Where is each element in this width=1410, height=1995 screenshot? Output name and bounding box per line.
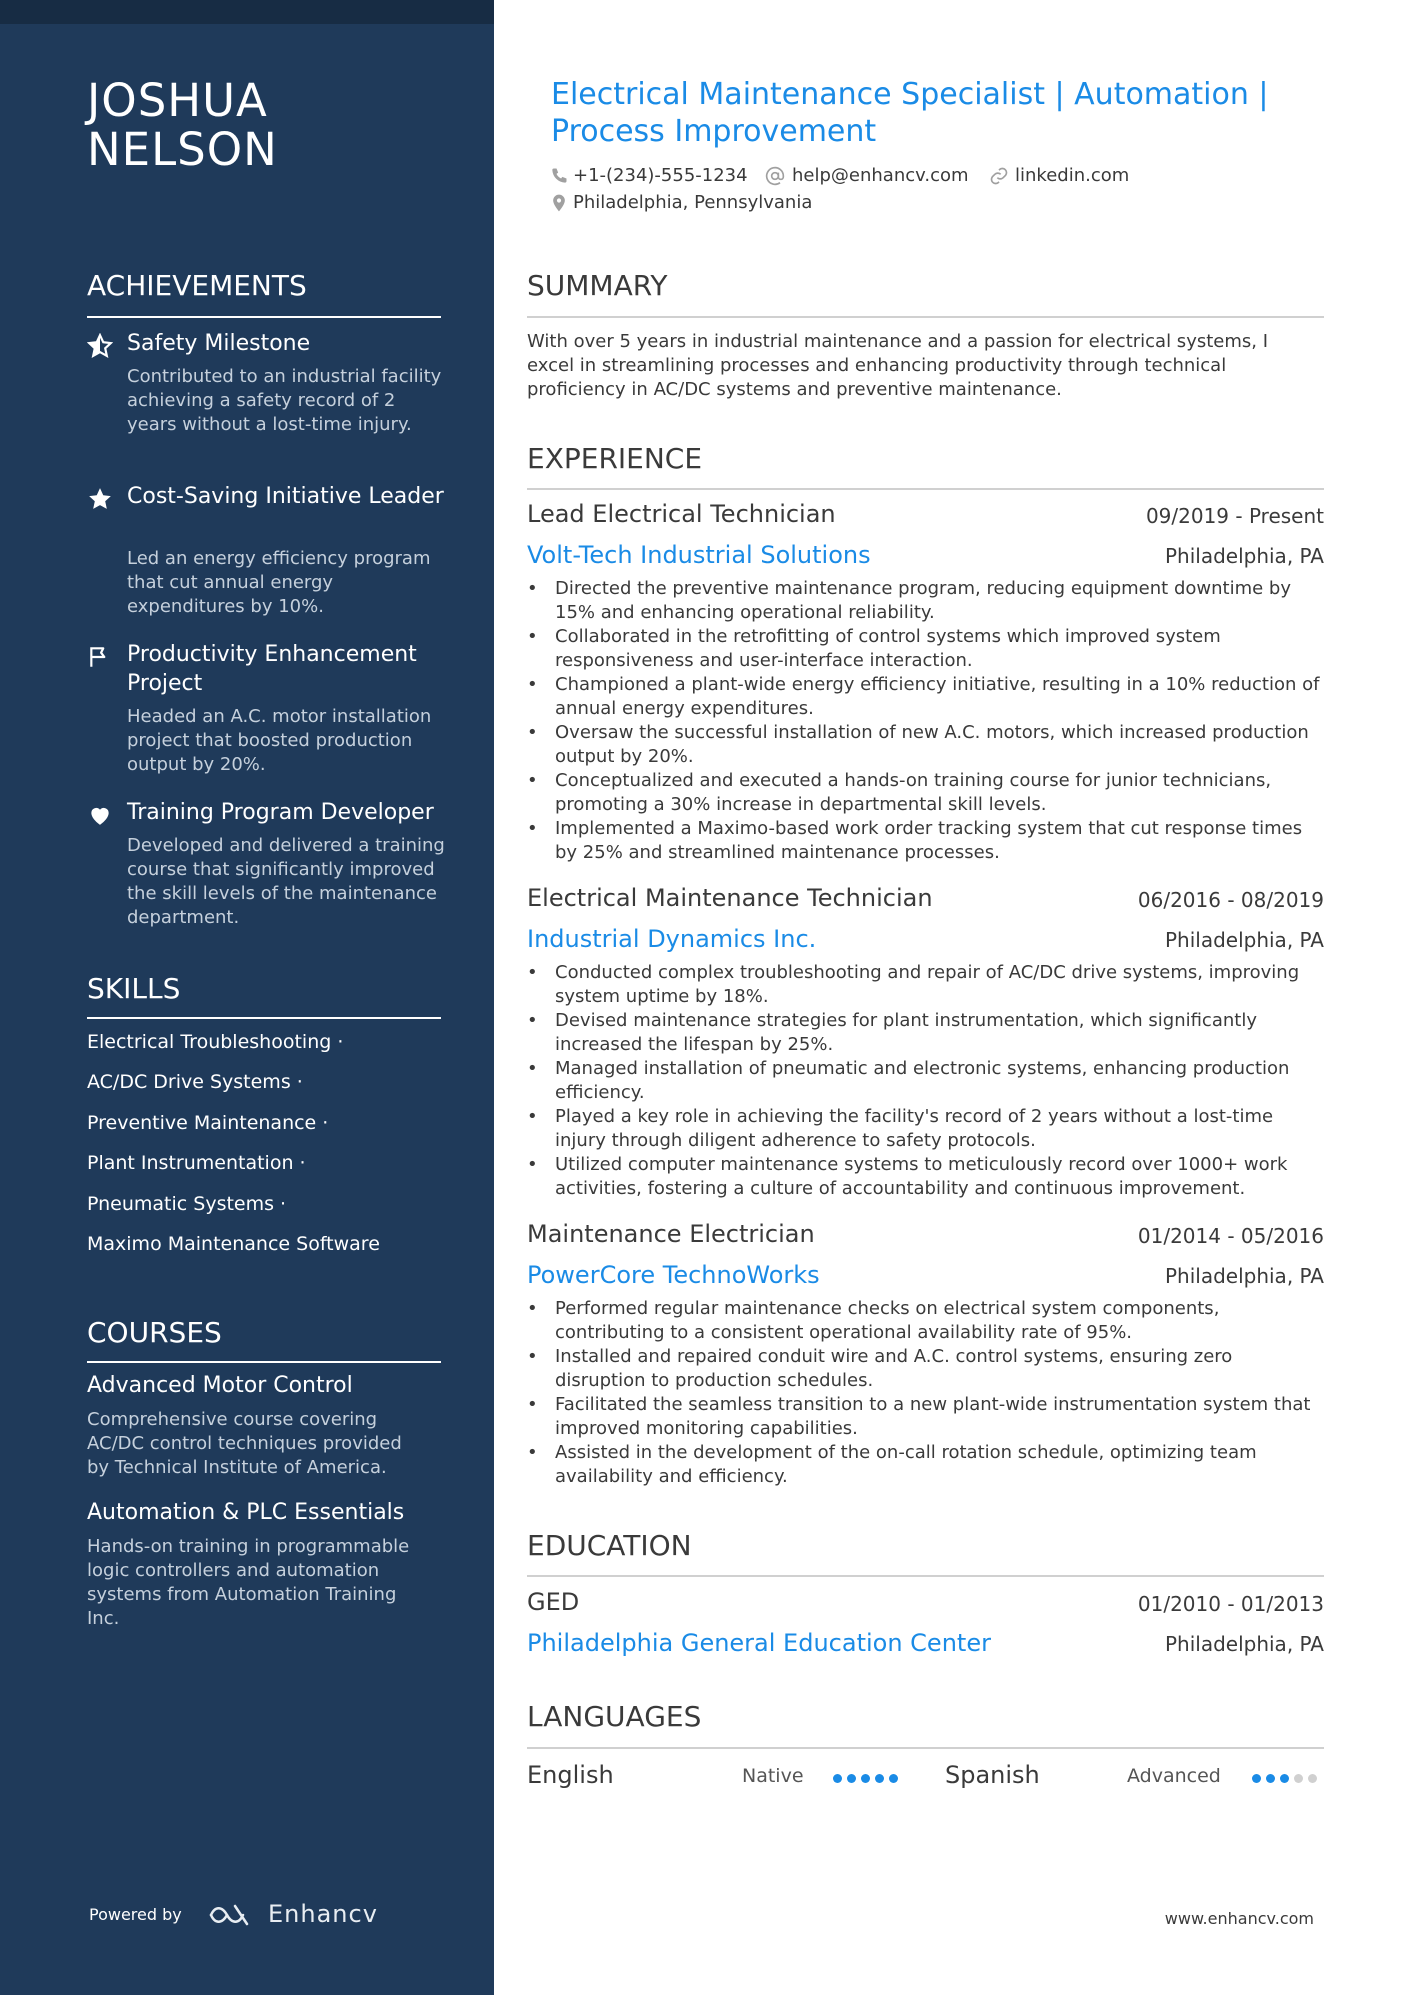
achievement-desc: Led an energy efficiency program that cut annual energy expenditures by 10%. (127, 548, 431, 617)
summary-rule (527, 316, 1324, 318)
contact-location: Philadelphia, Pennsylvania (573, 192, 813, 213)
contact-link[interactable]: linkedin.com (1015, 165, 1130, 186)
job-location: Philadelphia, PA (1164, 928, 1324, 952)
language-level: Native (742, 1765, 804, 1787)
dot-filled (1280, 1774, 1289, 1783)
job-dates: 09/2019 - Present (1145, 504, 1324, 528)
headline: Electrical Maintenance Specialist | Automation | Process Improvement (551, 77, 1269, 149)
language-proficiency-dots (833, 1768, 903, 1787)
bullet-item: • Championed a plant-wide energy efficiency initiative, resulting in a 10% reduction of annual energy expenditures. (527, 673, 1327, 721)
skill-item: Pneumatic Systems · (87, 1193, 287, 1215)
courses-rule (87, 1361, 441, 1363)
job-dates: 06/2016 - 08/2019 (1137, 888, 1324, 912)
language-name: English (527, 1761, 614, 1789)
bullet-item: • Oversaw the successful installation of new A.C. motors, which increased production output by 20%. (527, 721, 1327, 769)
job-bullets (527, 577, 1327, 865)
achievement-desc: Contributed to an industrial facility achieving a safety record of 2 years without a lost-time injury. (127, 366, 442, 435)
summary-heading: SUMMARY (527, 269, 668, 302)
powered-by-label: Powered by (89, 1905, 182, 1924)
languages-heading: LANGUAGES (527, 1700, 702, 1733)
location-pin-icon (549, 193, 569, 213)
course-desc: Comprehensive course covering AC/DC control techniques provided by Technical Institute of America. (87, 1409, 402, 1478)
job-role: Electrical Maintenance Technician (527, 884, 933, 912)
dot-empty (1294, 1774, 1303, 1783)
bullet-item: • Implemented a Maximo-based work order tracking system that cut response times by 25% and streamlined maintenance processes. (527, 817, 1327, 865)
language-proficiency-dots (1252, 1768, 1322, 1787)
bullet-item: • Utilized computer maintenance systems to meticulously record over 1000+ work activities, fostering a culture of accountability and continuous improvement. (527, 1153, 1327, 1201)
course-title: Advanced Motor Control (87, 1373, 353, 1398)
language-level: Advanced (1127, 1765, 1221, 1787)
sidebar-top-band (0, 0, 494, 24)
phone-icon (549, 166, 569, 186)
skills-heading: SKILLS (87, 972, 181, 1005)
dot-empty (1308, 1774, 1317, 1783)
contact-phone: +1-(234)-555-1234 (573, 165, 748, 186)
achievement-title: Cost-Saving Initiative Leader (127, 484, 444, 509)
enhancv-logo-icon (208, 1900, 250, 1930)
job-role: Lead Electrical Technician (527, 500, 836, 528)
language-name: Spanish (945, 1761, 1040, 1789)
summary-text: With over 5 years in industrial maintenance and a passion for electrical systems, I excel in streamlining processes and enhancing productivity through technical proficiency in AC/DC systems and preventive maintenance. (527, 331, 1269, 400)
bullet-item: • Performed regular maintenance checks on electrical system components, contributing to a consistent operational availability rate of 95%. (527, 1297, 1327, 1345)
at-icon (765, 166, 785, 186)
achievement-desc: Headed an A.C. motor installation project that boosted production output by 20%. (127, 706, 432, 775)
bullet-item: • Managed installation of pneumatic and electronic systems, enhancing production efficiency. (527, 1057, 1327, 1105)
job-role: Maintenance Electrician (527, 1220, 815, 1248)
skill-item: Electrical Troubleshooting · (87, 1031, 344, 1053)
education-degree: GED (527, 1588, 580, 1616)
candidate-name (87, 76, 278, 174)
dot-filled (847, 1774, 856, 1783)
bullet-item: • Played a key role in achieving the facility's record of 2 years without a lost-time injury through diligent adherence to safety protocols. (527, 1105, 1327, 1153)
dot-filled (889, 1774, 898, 1783)
bullet-item: • Facilitated the seamless transition to a new plant-wide instrumentation system that improved monitoring capabilities. (527, 1393, 1327, 1441)
bullet-item: • Conceptualized and executed a hands-on training course for junior technicians, promoting a 30% increase in departmental skill levels. (527, 769, 1327, 817)
courses-heading: COURSES (87, 1316, 222, 1349)
job-dates: 01/2014 - 05/2016 (1137, 1224, 1324, 1248)
job-company: Industrial Dynamics Inc. (527, 925, 817, 953)
bullet-item: • Assisted in the development of the on-call rotation schedule, optimizing team availability and efficiency. (527, 1441, 1327, 1489)
bullet-item: • Conducted complex troubleshooting and repair of AC/DC drive systems, improving system uptime by 18%. (527, 961, 1327, 1009)
skill-item: AC/DC Drive Systems · (87, 1071, 303, 1093)
bullet-item: • Installed and repaired conduit wire and A.C. control systems, ensuring zero disruption to production schedules. (527, 1345, 1327, 1393)
footer-url[interactable]: www.enhancv.com (1164, 1909, 1314, 1928)
achievement-desc: Developed and delivered a training course that significantly improved the skill levels of the maintenance department. (127, 835, 445, 928)
skills-rule (87, 1017, 441, 1019)
education-location: Philadelphia, PA (1164, 1632, 1324, 1656)
languages-rule (527, 1747, 1324, 1749)
job-bullets (527, 1297, 1327, 1489)
achievement-title: Training Program Developer (127, 800, 434, 825)
education-rule (527, 1575, 1324, 1577)
bullet-item: • Directed the preventive maintenance program, reducing equipment downtime by 15% and enhancing operational reliability. (527, 577, 1327, 625)
skill-item: Maximo Maintenance Software (87, 1233, 380, 1255)
link-icon (989, 166, 1009, 186)
dot-filled (875, 1774, 884, 1783)
skill-item: Plant Instrumentation · (87, 1152, 306, 1174)
job-company: Volt-Tech Industrial Solutions (527, 541, 871, 569)
bullet-item: • Collaborated in the retrofitting of control systems which improved system responsiveness and user-interface interaction. (527, 625, 1327, 673)
flag-icon (87, 644, 113, 670)
star-half-icon (87, 333, 113, 359)
dot-filled (1252, 1774, 1261, 1783)
heart-icon (87, 802, 113, 828)
experience-heading: EXPERIENCE (527, 442, 703, 475)
skill-item: Preventive Maintenance · (87, 1112, 329, 1134)
job-bullets (527, 961, 1327, 1201)
contact-email[interactable]: help@enhancv.com (792, 165, 969, 186)
education-school: Philadelphia General Education Center (527, 1629, 991, 1657)
star-icon (87, 486, 113, 512)
dot-filled (833, 1774, 842, 1783)
experience-rule (527, 488, 1324, 490)
education-heading: EDUCATION (527, 1529, 692, 1562)
job-company: PowerCore TechnoWorks (527, 1261, 820, 1289)
job-location: Philadelphia, PA (1164, 1264, 1324, 1288)
name-line-2: NELSON (87, 123, 278, 176)
achievement-title: Productivity Enhancement Project (127, 642, 417, 696)
bullet-item: • Devised maintenance strategies for plant instrumentation, which significantly increased the lifespan by 25%. (527, 1009, 1327, 1057)
job-location: Philadelphia, PA (1164, 544, 1324, 568)
achievements-rule (87, 316, 441, 318)
achievement-title: Safety Milestone (127, 331, 311, 356)
name-line-1: JOSHUA (87, 74, 268, 127)
enhancv-brand: Enhancv (268, 1900, 378, 1928)
course-desc: Hands-on training in programmable logic controllers and automation systems from Automation Training Inc. (87, 1536, 410, 1629)
dot-filled (1266, 1774, 1275, 1783)
achievements-heading: ACHIEVEMENTS (87, 269, 307, 302)
sidebar (0, 0, 494, 1995)
dot-filled (861, 1774, 870, 1783)
course-title: Automation & PLC Essentials (87, 1500, 405, 1525)
education-dates: 01/2010 - 01/2013 (1137, 1592, 1324, 1616)
